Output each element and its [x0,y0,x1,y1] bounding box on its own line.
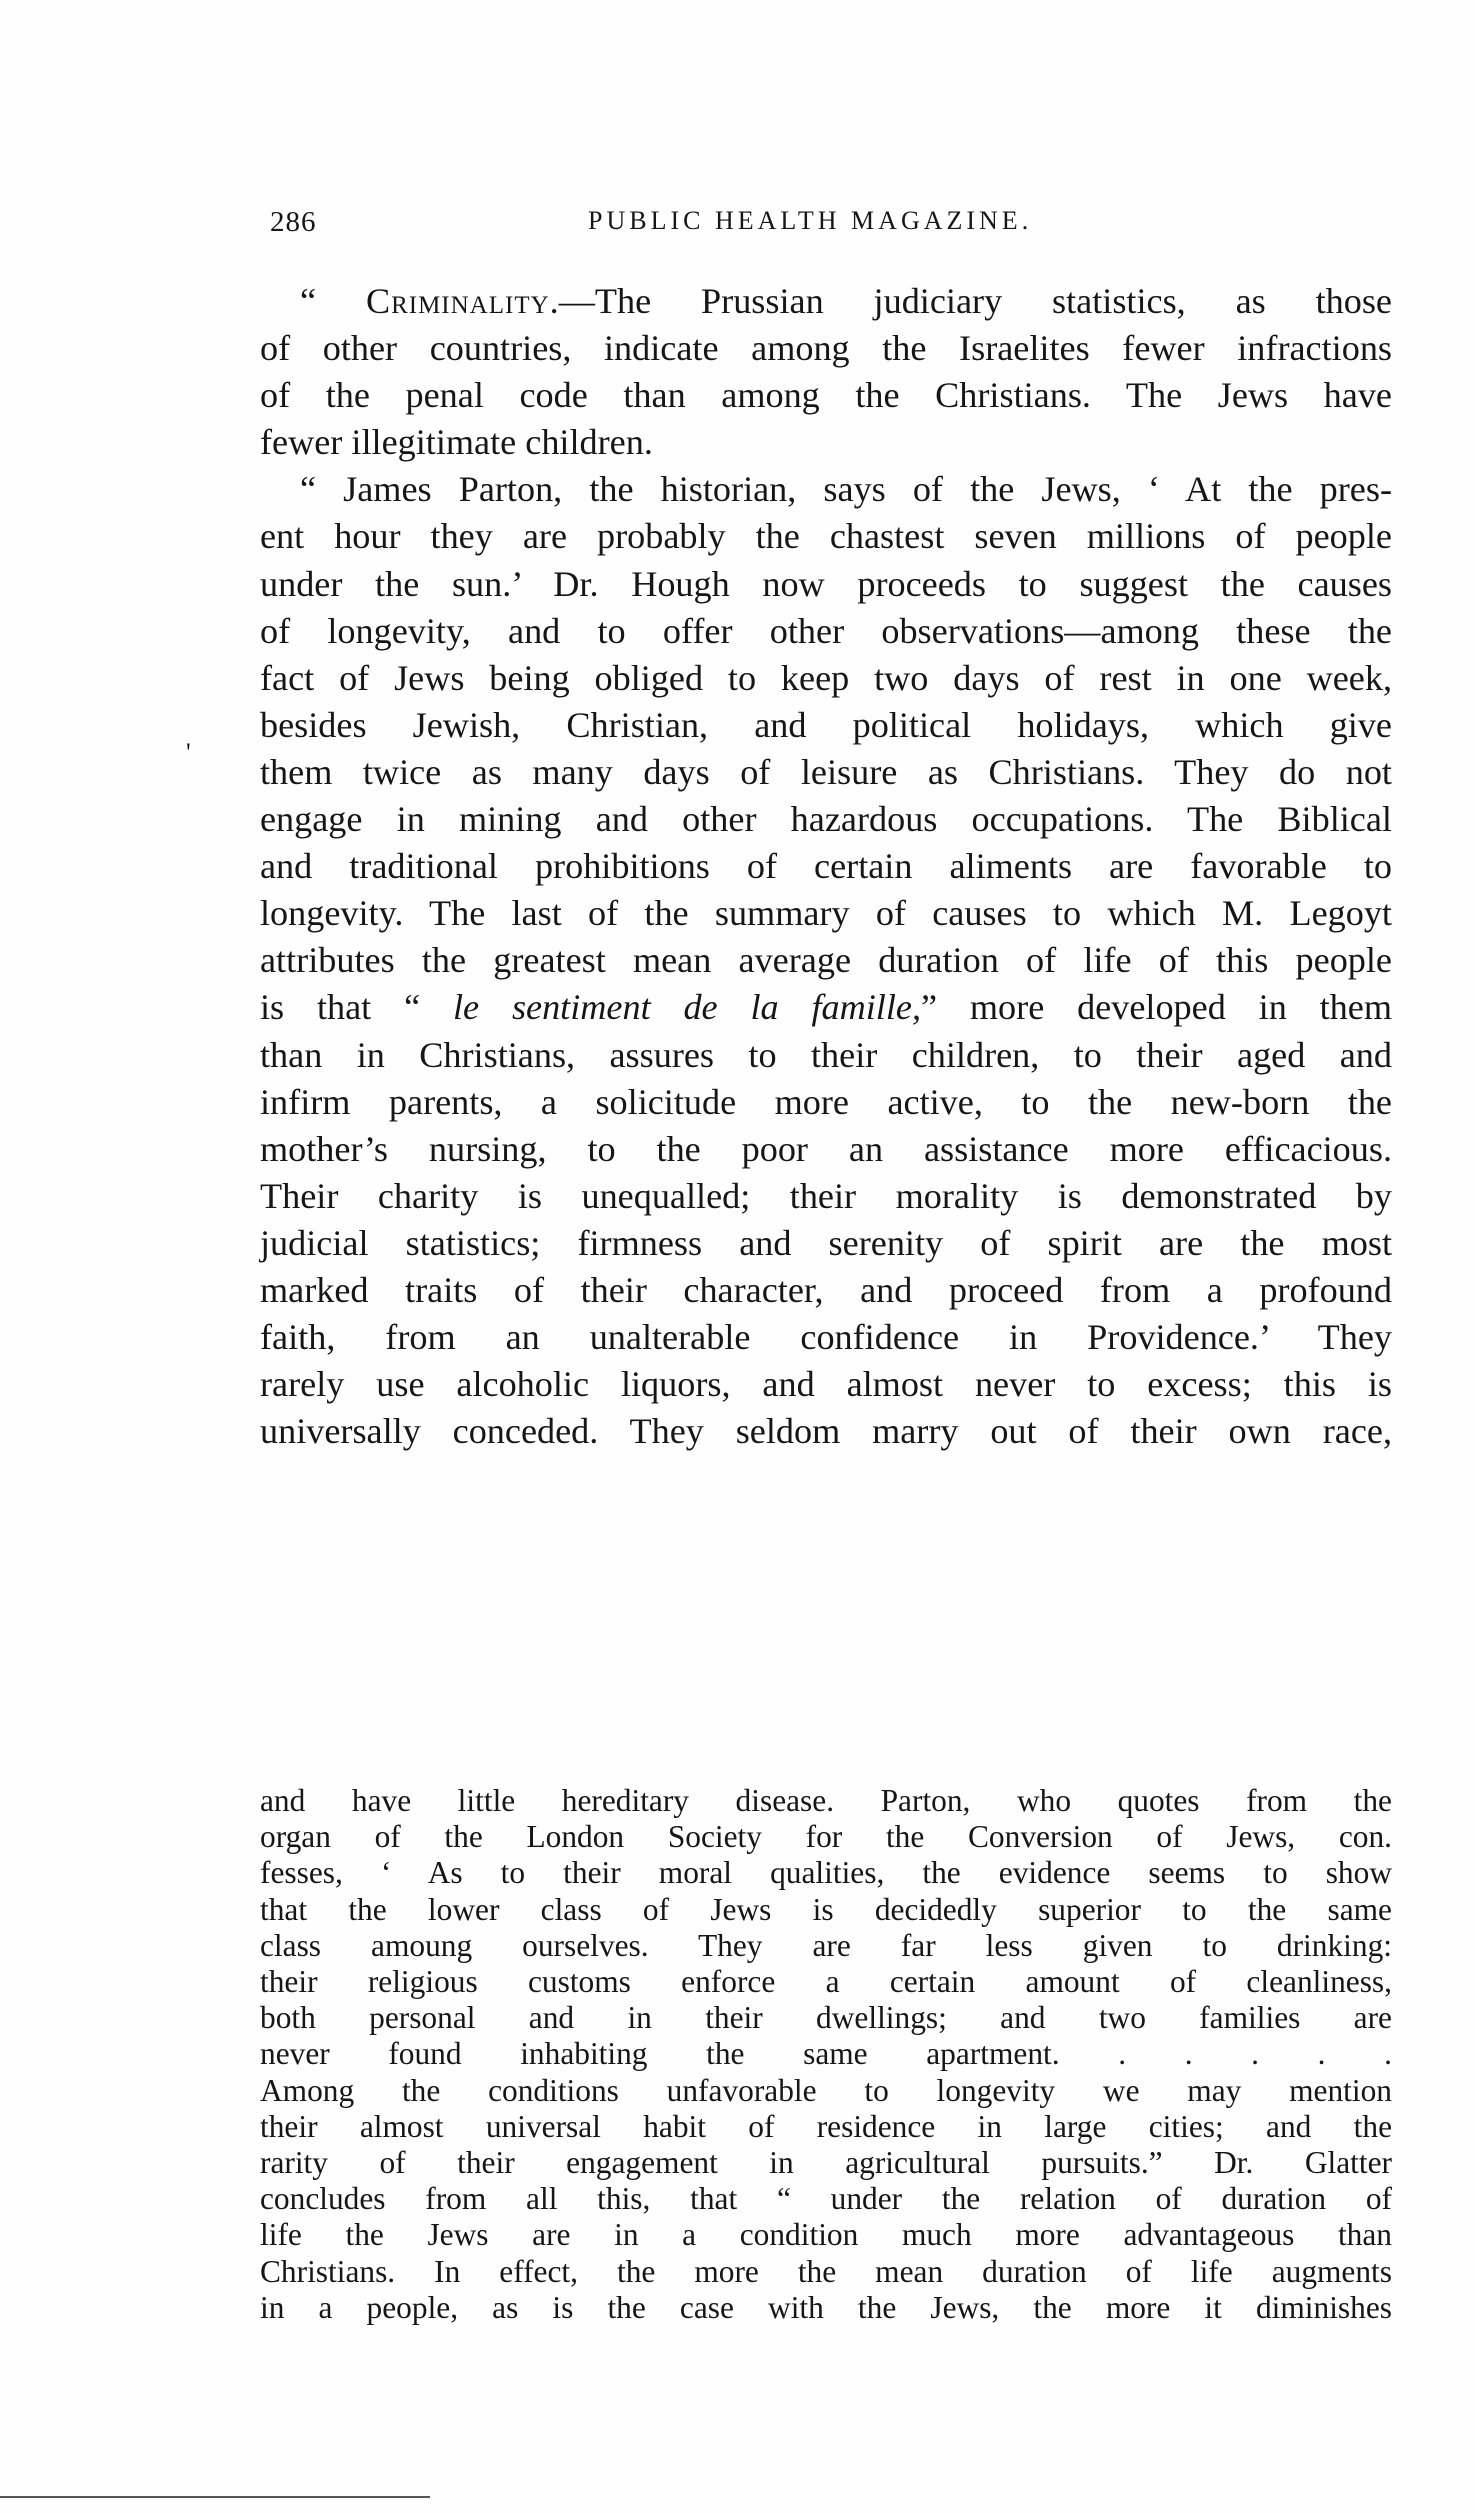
text-line: “ Criminality.—The Prussian judiciary statistics, as those [300,281,1392,321]
text-line: of other countries, indicate among the Israelites fewer infractions [260,328,1392,369]
body-text-large [260,278,1392,1455]
french-phrase: le sentiment de la famille, [452,987,921,1028]
text-line: longevity. The last of the summary of causes to which M. Legoyt [260,893,1392,934]
text-line: under the sun.’ Dr. Hough now proceeds to suggest the causes [260,563,1392,604]
text-line: that the lower class of Jews is decidedly superior to the same [260,1891,1392,1927]
text-line: rarely use alcoholic liquors, and almost never to excess; this is [260,1364,1392,1405]
text-line: fewer illegitimate children. [260,422,653,463]
text-line: faith, from an unalterable confidence in Providence.’ They [260,1317,1392,1358]
text-line: mother’s nursing, to the poor an assistance more efficacious. [260,1128,1392,1169]
text-line: and have little hereditary disease. Parton, who quotes from the [260,1783,1392,1818]
text-line: fesses, ‘ As to their moral qualities, the evidence seems to show [260,1855,1392,1891]
text-line: and traditional prohibitions of certain aliments are favorable to [260,846,1392,887]
text-line: universally conceded. They seldom marry out of their own race, [260,1411,1392,1452]
text-line: judicial statistics; firmness and serenity of spirit are the most [260,1222,1392,1263]
margin-mark: ' [186,738,191,767]
body-text-small [260,1783,1392,2326]
text-line: their almost universal habit of residence in large cities; and the [260,2108,1392,2144]
text-line: rarity of their engagement in agricultural pursuits.” Dr. Glatter [260,2145,1392,2181]
text-line: both personal and in their dwellings; and two families are [260,2000,1392,2036]
text-line: never found inhabiting the same apartment. . . . . . [260,2036,1392,2072]
section-heading: Criminality [365,281,550,321]
text-line: than in Christians, assures to their children, to their aged and [260,1034,1392,1075]
text-line: them twice as many days of leisure as Christians. They do not [260,751,1392,792]
text-line: besides Jewish, Christian, and political holidays, which give [260,704,1392,745]
text-line: Christians. In effect, the more the mean duration of life augments [260,2253,1392,2289]
text-line: is that “ le sentiment de la famille,” more developed in them [260,987,1392,1028]
text-line: attributes the greatest mean average duration of life of this people [260,940,1392,981]
text-line: infirm parents, a solicitude more active, to the new-born the [260,1081,1392,1122]
text-line: Their charity is unequalled; their morality is demonstrated by [260,1175,1392,1216]
text-line: “ James Parton, the historian, says of the Jews, ‘ At the pres- [300,469,1392,510]
text-line: of longevity, and to offer other observations—among these the [260,610,1392,651]
text-line: engage in mining and other hazardous occupations. The Biblical [260,799,1392,840]
text-line: organ of the London Society for the Conversion of Jews, con. [260,1819,1392,1855]
page-number: 286 [270,206,317,238]
footer-rule [0,2496,430,2498]
text-line: ent hour they are probably the chastest seven millions of people [260,516,1392,557]
text-line: life the Jews are in a condition much more advantageous than [260,2217,1392,2253]
text-line: in a people, as is the case with the Jews, the more it diminishes [260,2289,1392,2325]
text-line: Among the conditions unfavorable to longevity we may mention [260,2072,1392,2108]
text-line: marked traits of their character, and proceed from a profound [260,1269,1392,1310]
text-line: of the penal code than among the Christians. The Jews have [260,375,1392,416]
text-line: concludes from all this, that “ under the relation of duration of [260,2181,1392,2217]
text-line: class amoung ourselves. They are far less given to drinking: [260,1927,1392,1963]
text-line: fact of Jews being obliged to keep two days of rest in one week, [260,657,1392,698]
text-line: their religious customs enforce a certain amount of cleanliness, [260,1964,1392,2000]
running-title: PUBLIC HEALTH MAGAZINE. [588,206,1033,235]
open-quote: “ [300,281,366,321]
